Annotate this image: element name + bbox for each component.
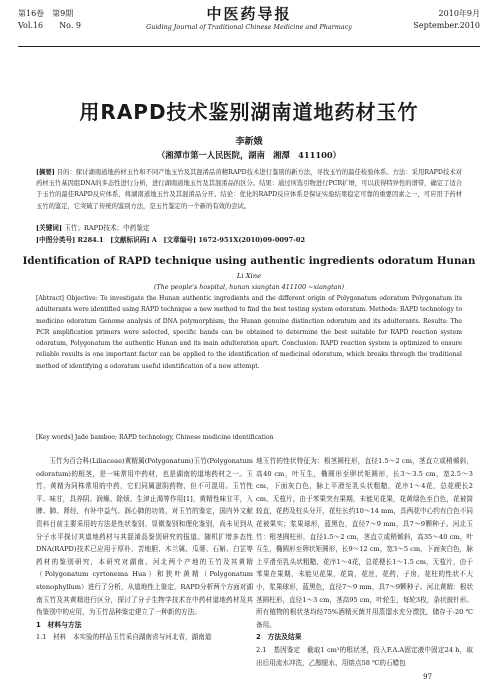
- abstract-cn-text: 目的：探讨湖南道地药材玉竹和不同产地玉竹及其混淆品黄精RAPD技术进行鉴别的新方法，寻找玉竹的最佳检验体系。方法：采用RAPD技术对药材玉竹基因组DNA的多态性进行分析，进行湖南道地玉竹及其混淆品的区分。结果：通过所选引物进行PCR扩增，可以获得特异性的谱带，确定了适合于玉竹的最佳RAPD反应体系，将湖南道地玉竹及其混淆品分开。结论：优化的RAPD反应体系是保证实验结果稳定可靠的重要因素之一，可应用于药材玉竹的鉴定，它突破了传统的鉴别方法，是玉竹鉴定的一个新的有效的尝试。: [36, 169, 462, 210]
- subsection-text: 1.1 材料 本实验的样品玉竹采自湖南省与河北省，湖南道: [36, 633, 212, 642]
- article-title-en: Identification of RAPD technique using authentic ingredients odoratum Hunan: [22, 255, 476, 267]
- section-heading: 1 材料与方法: [36, 620, 82, 629]
- keywords-cn: [36, 223, 462, 234]
- header-date: [413, 8, 480, 32]
- header-journal: [128, 5, 370, 32]
- running-header: [18, 4, 480, 48]
- page-number: 97: [423, 673, 432, 681]
- body-paragraph: 地玉竹的性状特征为：根茎圆柱形，直径1.5～2 cm，茎直立或稍倾斜，高40 cm，叶互生，椭圆形至卵状矩圆形，长3～3.5 cm，宽2.5～3 cm，下面灰白色，脉上平滑至乳头状粗糙，花序1～4花，总花梗长2 cm，无苞片，由于苯果突有果期，未能见花果，花黄绿色至白色，花被筒较直，花药及柱头分开，花柱长约10～14 mm，具两花中心约有白色不同花被果实；浆果球形，蓝黑色，直径7～9 mm，具7～9颗种子。河北玉竹：根茎圆柱形，直径1.5～2 cm，茎直立或稍倾斜，高35～40 cm，叶互生，椭圆形至卵状矩圆形，长9～12 cm，宽3～5 cm，下面灰白色，脉上平滑至乳头状粗糙，花序1～4花，总花梗长1～1.5 cm，无苞片，由于苯果在果期，未能见花果，花筒，花丝，花药，子房，花柱的性状不大小，浆果球形，蓝黑色，直径7～9 mm，具7～9颗种子。河北黄精：根状茎圆柱形，直径1～3 cm，茎高95 cm，叶轮生，每轮3枚，条状披针形。所有植物的根状茎均经75%酒精灭菌并用蒸馏水充分漂洗，储存于-20 ℃备用。: [256, 457, 473, 629]
- keywords-cn-label: [关键词]: [36, 224, 63, 232]
- author-en: Li Xine: [236, 272, 262, 280]
- body-column-right: [256, 455, 473, 669]
- subsection-text: 2.1 基因鉴定 截取1 cm³的根状茎，投入F.A.A固定液中固定24 h，取出后用流水冲洗，乙醇脱水，用熔点58 ℃的石蜡包: [256, 645, 473, 667]
- abstract-cn-label: [摘要]: [36, 169, 55, 176]
- affiliation-cn: （湘潭市第一人民医院，湖南 湘潭 411100）: [157, 150, 341, 160]
- journal-logo-cn: 中医药导报: [206, 5, 292, 23]
- body-paragraph: 玉竹为百合科(Liliaceae)黄精属(Polygonatum)玉竹(Polygonatum odoratum)的根茎，是一味常用中药材，也是湖南的道地药材之一。玉竹、黄精为同株常用的中药，它们同属滋阴药物，但不可混用。玉竹性平、味甘，具养阴、润燥、除烦、生津止渴等作用[1]，黄精性味甘平，入脾、肺、肾经，有补中益气、润心肺的功效，对玉竹的鉴定，国内外文献资料目前主要采用的方法是性状鉴别、显微鉴别和理化鉴别，尚未见到从分子水平探讨其道地药材与其混淆品鉴别研究的报道。随机扩增多态性DNA(RAPD)技术已应用于厚朴、苦地胆、木兰属、瓜蒌、石斛、白芷等药材的鉴别研究，本研究对湖南、河北两个产地的玉竹及其黄精（Polygonatum cyrtonema Hua）和狭叶黄精（Polygonatum stenophyllum）进行了分析，从道地性上鉴定，RAPD分析两个方面对湖南玉竹及其黄精进行区分，探讨了分子生物学技术在中药材道地药材及其伪鉴别中的应用，为玉竹品种鉴定建立了一种新的方法。: [36, 457, 253, 617]
- abstract-en-label: [Abtract]: [36, 295, 64, 302]
- header-volume-en: Vol.16 No. 9: [18, 21, 81, 30]
- section-heading: 2 方法及结果: [256, 633, 302, 642]
- keywords-cn-text: 玉竹；RAPD技术；中药鉴定: [64, 224, 150, 232]
- affiliation-en: (The people's hospital, hunan xiangtan 411100 ~xiangtan): [153, 283, 345, 291]
- header-volume-cn: 第16卷 第9期: [18, 9, 74, 18]
- header-volume: [18, 8, 81, 32]
- abstract-en: [36, 293, 462, 372]
- header-rule: [18, 46, 480, 47]
- classification-cn: [中图分类号] R284.1 [文献标识码] A [文章编号] 1672-951X(2010)09-0097-02: [36, 236, 306, 244]
- body-column-left: [36, 455, 253, 644]
- abstract-en-text: Objective: To investigate the Hunan authentic ingredients and the different origin of Polygonatum odoratum Polygonatum its adulterants were identified using RAPD technique a new method to find the best testing system odoratum. Methods: RAPD technology to medicine odoratum Genome analysis of DNA polymorphism, the Hunan genuine distinction odoratum and its adulterants. Results: The PCR amplification primers were selected, specific bands can be obtained to determine the best suitable for RAPD reaction system odoratum, Polygonatum the authentic Hunan and its main adulteration apart. Conclusion: RAPD reaction system is optimized to ensure reliable results is one important factor can be applied to the identification of medicinal odoratum, which breaks through the traditional method of identifying a odoratum useful identification of a new attempt.: [36, 295, 463, 370]
- author-cn: 李新娥: [235, 137, 263, 147]
- keywords-en-text: Jade bamboo; RAPD technology, Chinese medicine identification: [74, 434, 274, 441]
- header-date-en: September.2010: [413, 21, 480, 30]
- article-title-cn: 用RAPD技术鉴别湖南道地药材玉竹: [79, 100, 419, 124]
- journal-name-en: Guiding Journal of Traditional Chinese Medicine and Pharmacy: [146, 23, 352, 31]
- abstract-cn: [36, 167, 462, 212]
- keywords-en-label: [Key words]: [36, 434, 73, 441]
- header-date-cn: 2010年9月: [438, 9, 480, 18]
- keywords-en: [36, 433, 462, 443]
